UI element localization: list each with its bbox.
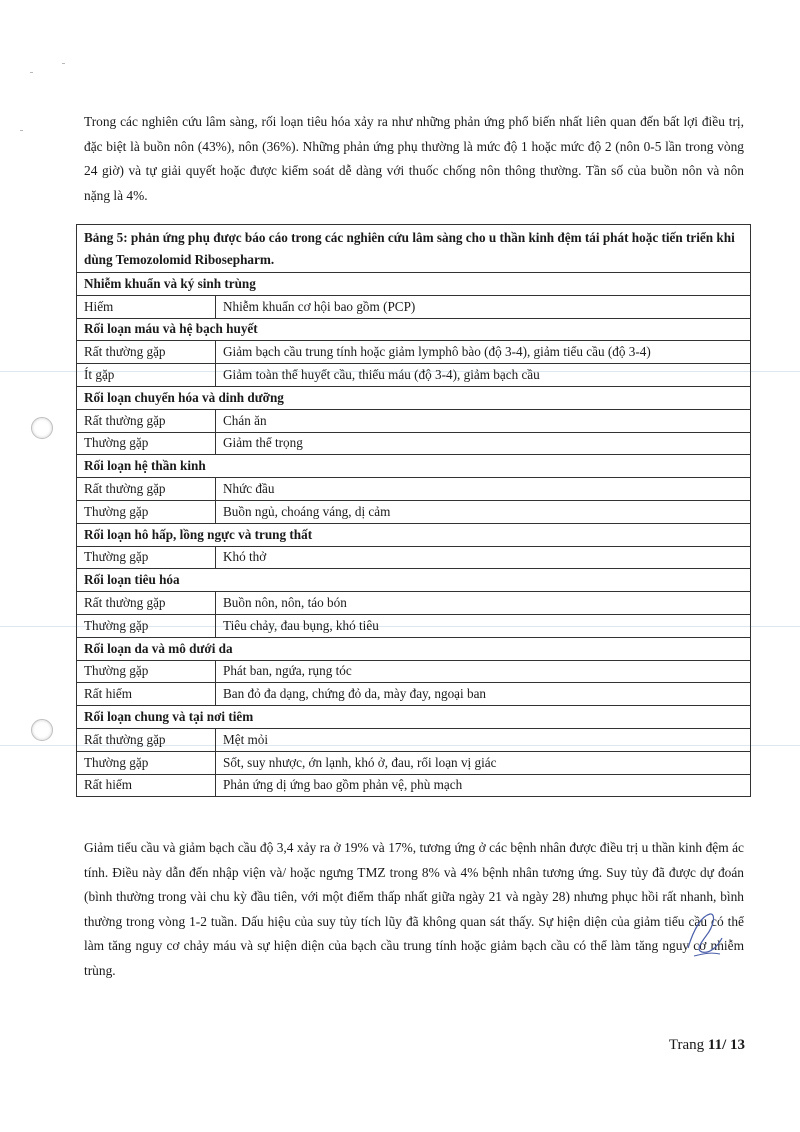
- frequency-cell: Hiếm: [77, 295, 216, 318]
- table-row: [77, 546, 751, 569]
- page-current: 11/: [707, 1037, 727, 1053]
- table-group-row: [77, 523, 751, 546]
- table-group-row: [77, 318, 751, 341]
- intro-paragraph: Trong các nghiên cứu lâm sàng, rối loạn tiêu hóa xảy ra như những phản ứng phổ biến nhất liên quan đến bất lợi điều trị, đặc biệt là buồn nôn (43%), nôn (36%). Những phản ứng phụ thường là mức độ 1 hoặc mức độ 2 (nôn 0-5 lần trong vòng 24 giờ) và tự giải quyết hoặc được kiểm soát dễ dàng với thuốc chống nôn thông thường. Tần số của buồn nôn và nôn nặng là 4%.: [84, 114, 744, 203]
- table-caption-row: [77, 225, 751, 273]
- scan-speck: [20, 130, 23, 131]
- table-row: [77, 500, 751, 523]
- effect-cell: Ban đỏ đa dạng, chứng đỏ da, mày đay, ngoại ban: [216, 683, 751, 706]
- table-row: [77, 751, 751, 774]
- signature-mark: [680, 908, 726, 964]
- frequency-cell: Thường gặp: [77, 546, 216, 569]
- table-row: [77, 409, 751, 432]
- effect-cell: Phản ứng dị ứng bao gồm phản vệ, phù mạch: [216, 774, 751, 797]
- group-title: Rối loạn tiêu hóa: [77, 569, 751, 592]
- group-title: Rối loạn chung và tại nơi tiêm: [77, 706, 751, 729]
- effect-cell: Mệt mỏi: [216, 728, 751, 751]
- group-title: Rối loạn máu và hệ bạch huyết: [77, 318, 751, 341]
- frequency-cell: Thường gặp: [77, 432, 216, 455]
- frequency-cell: Rất hiếm: [77, 774, 216, 797]
- effect-cell: Phát ban, ngứa, rụng tóc: [216, 660, 751, 683]
- frequency-cell: Thường gặp: [77, 751, 216, 774]
- closing-paragraph: Giảm tiểu cầu và giảm bạch cầu độ 3,4 xảy ra ở 19% và 17%, tương ứng ở các bệnh nhân được điều trị u thần kinh đệm ác tính. Điều này dẫn đến nhập viện và/ hoặc ngưng TMZ trong 8% và 4% bệnh nhân tương ứng. Suy tủy đã được dự đoán (bình thường trong vài chu kỳ đầu tiên, với một điểm thấp nhất giữa ngày 21 và ngày 28) nhưng phục hồi rất nhanh, bình thường trong vòng 1-2 tuần. Dấu hiệu của suy tủy tích lũy đã không quan sát thấy. Sự hiện diện của giảm tiểu cầu có thể làm tăng nguy cơ chảy máu và sự hiện diện của bạch cầu trung tính hoặc giảm bạch cầu có thể làm tăng nguy cơ nhiễm trùng.: [84, 840, 744, 978]
- table-row: [77, 432, 751, 455]
- table-group-row: [77, 455, 751, 478]
- frequency-cell: Rất thường gặp: [77, 592, 216, 615]
- frequency-cell: Thường gặp: [77, 500, 216, 523]
- frequency-cell: Rất thường gặp: [77, 478, 216, 501]
- effect-cell: Sốt, suy nhược, ớn lạnh, khó ở, đau, rối loạn vị giác: [216, 751, 751, 774]
- effect-cell: Chán ăn: [216, 409, 751, 432]
- table-row: [77, 592, 751, 615]
- frequency-cell: Thường gặp: [77, 614, 216, 637]
- effect-cell: Nhiễm khuẩn cơ hội bao gồm (PCP): [216, 295, 751, 318]
- scan-speck: [30, 72, 33, 73]
- page-label: Trang: [668, 1037, 705, 1053]
- table-row: [77, 774, 751, 797]
- adverse-reactions-table: [76, 224, 751, 797]
- table-row: [77, 478, 751, 501]
- group-title: Rối loạn hệ thần kinh: [77, 455, 751, 478]
- table-row: [77, 614, 751, 637]
- table-group-row: [77, 706, 751, 729]
- table-group-row: [77, 637, 751, 660]
- table-row: [77, 728, 751, 751]
- effect-cell: Giảm bạch cầu trung tính hoặc giảm lymphô bào (độ 3-4), giảm tiểu cầu (độ 3-4): [216, 341, 751, 364]
- frequency-cell: Rất thường gặp: [77, 341, 216, 364]
- table-group-row: [77, 569, 751, 592]
- effect-cell: Khó thở: [216, 546, 751, 569]
- effect-cell: Giảm thể trọng: [216, 432, 751, 455]
- effect-cell: Buồn nôn, nôn, táo bón: [216, 592, 751, 615]
- frequency-cell: Rất thường gặp: [77, 409, 216, 432]
- table-row: [77, 683, 751, 706]
- effect-cell: Buồn ngủ, choáng váng, dị cảm: [216, 500, 751, 523]
- frequency-cell: Thường gặp: [77, 660, 216, 683]
- group-title: Nhiễm khuẩn và ký sinh trùng: [77, 273, 751, 296]
- page-number: [669, 1037, 745, 1054]
- group-title: Rối loạn chuyển hóa và dinh dưỡng: [77, 386, 751, 409]
- punch-hole: [31, 719, 53, 741]
- group-title: Rối loạn da và mô dưới da: [77, 637, 751, 660]
- table-row: [77, 364, 751, 387]
- effect-cell: Nhức đầu: [216, 478, 751, 501]
- effect-cell: Giảm toàn thể huyết cầu, thiếu máu (độ 3-4), giảm bạch cầu: [216, 364, 751, 387]
- group-title: Rối loạn hô hấp, lồng ngực và trung thất: [77, 523, 751, 546]
- table-caption: Bảng 5: phản ứng phụ được báo cáo trong các nghiên cứu lâm sàng cho u thần kinh đệm tái phát hoặc tiến triển khi dùng Temozolomid Ribosepharm.: [77, 225, 751, 273]
- table-row: [77, 295, 751, 318]
- frequency-cell: Rất thường gặp: [77, 728, 216, 751]
- table-row: [77, 341, 751, 364]
- frequency-cell: Rất hiếm: [77, 683, 216, 706]
- page-total: 13: [730, 1037, 745, 1053]
- frequency-cell: Ít gặp: [77, 364, 216, 387]
- table-group-row: [77, 273, 751, 296]
- table-row: [77, 660, 751, 683]
- table-group-row: [77, 386, 751, 409]
- punch-hole: [31, 417, 53, 439]
- effect-cell: Tiêu chảy, đau bụng, khó tiêu: [216, 614, 751, 637]
- scan-speck: [62, 63, 65, 64]
